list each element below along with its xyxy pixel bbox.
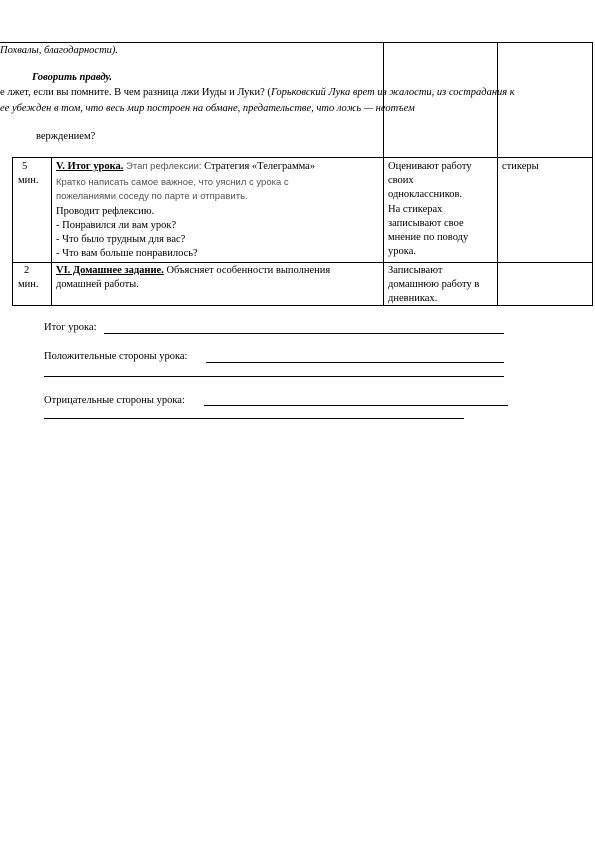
answer-text: ее убежден в том, что весь мир построен на обмане, предательстве, что ложь — неотъем [0, 103, 415, 114]
question-text: е лжет, если вы помните. В чем разница лжи Иуды и Луки? (Горьковский Лука врет из жалости, из сострадания к [0, 87, 515, 98]
time-unit: мин. [18, 279, 39, 290]
student-activity-line: одноклассников. [388, 189, 463, 200]
homework-line: домашней работы. [56, 279, 139, 290]
student-activity-line: урока. [388, 246, 416, 257]
student-activity-line: Оценивают работу [388, 161, 472, 172]
table-top-border [0, 42, 593, 43]
student-activity-line: На стикерах [388, 204, 443, 215]
tell-truth-heading: Говорить правду. [32, 72, 113, 83]
table-column-divider [51, 157, 52, 305]
student-activity-line: дневниках. [388, 293, 438, 304]
table-row-divider [12, 262, 593, 263]
lesson-result-label: Итог урока: [44, 322, 97, 333]
student-activity-line: записывают свое [388, 218, 464, 229]
answer-text-end: верждением? [36, 131, 96, 142]
table-row-divider [12, 157, 593, 158]
time-unit: мин. [18, 175, 39, 186]
student-activity-line: Записывают [388, 265, 443, 276]
negative-sides-line[interactable] [204, 405, 508, 406]
question-item: - Что вам больше понравилось? [56, 248, 198, 259]
negative-sides-label: Отрицательные стороны урока: [44, 395, 185, 406]
student-activity-line: домашнюю работу в [388, 279, 480, 290]
stage-title-line: V. Итог урока. Этап рефлексии: Стратегия «Телеграмма» [56, 161, 316, 172]
table-column-divider [592, 42, 593, 305]
table-column-divider [12, 157, 13, 305]
positive-sides-label: Положительные стороны урока: [44, 351, 188, 362]
student-activity-line: мнение по поводу [388, 232, 469, 243]
homework-line: VI. Домашнее задание. Объясняет особенности выполнения [56, 265, 331, 276]
table-column-divider [383, 42, 384, 305]
time-value: 2 [24, 265, 30, 276]
instruction-line: Кратко написать самое важное, что уяснил с урока с [56, 177, 289, 188]
lesson-plan-table [0, 0, 593, 306]
reflection-text: Проводит рефлексию. [56, 206, 155, 217]
positive-sides-line[interactable] [44, 376, 504, 377]
student-activity-line: своих [388, 175, 414, 186]
resources-cell: стикеры [502, 161, 539, 172]
lesson-result-line[interactable] [104, 333, 504, 334]
positive-sides-line[interactable] [206, 362, 504, 363]
table-bottom-border [12, 305, 593, 306]
table-column-divider [497, 42, 498, 305]
instruction-line: пожеланиями соседу по парте и отправить. [56, 191, 248, 202]
question-item: - Что было трудным для вас? [56, 234, 186, 245]
praise-note: Похвалы, благодарности). [0, 45, 119, 56]
question-item: - Понравился ли вам урок? [56, 220, 177, 231]
time-value: 5 [22, 161, 28, 172]
negative-sides-line[interactable] [44, 418, 464, 419]
